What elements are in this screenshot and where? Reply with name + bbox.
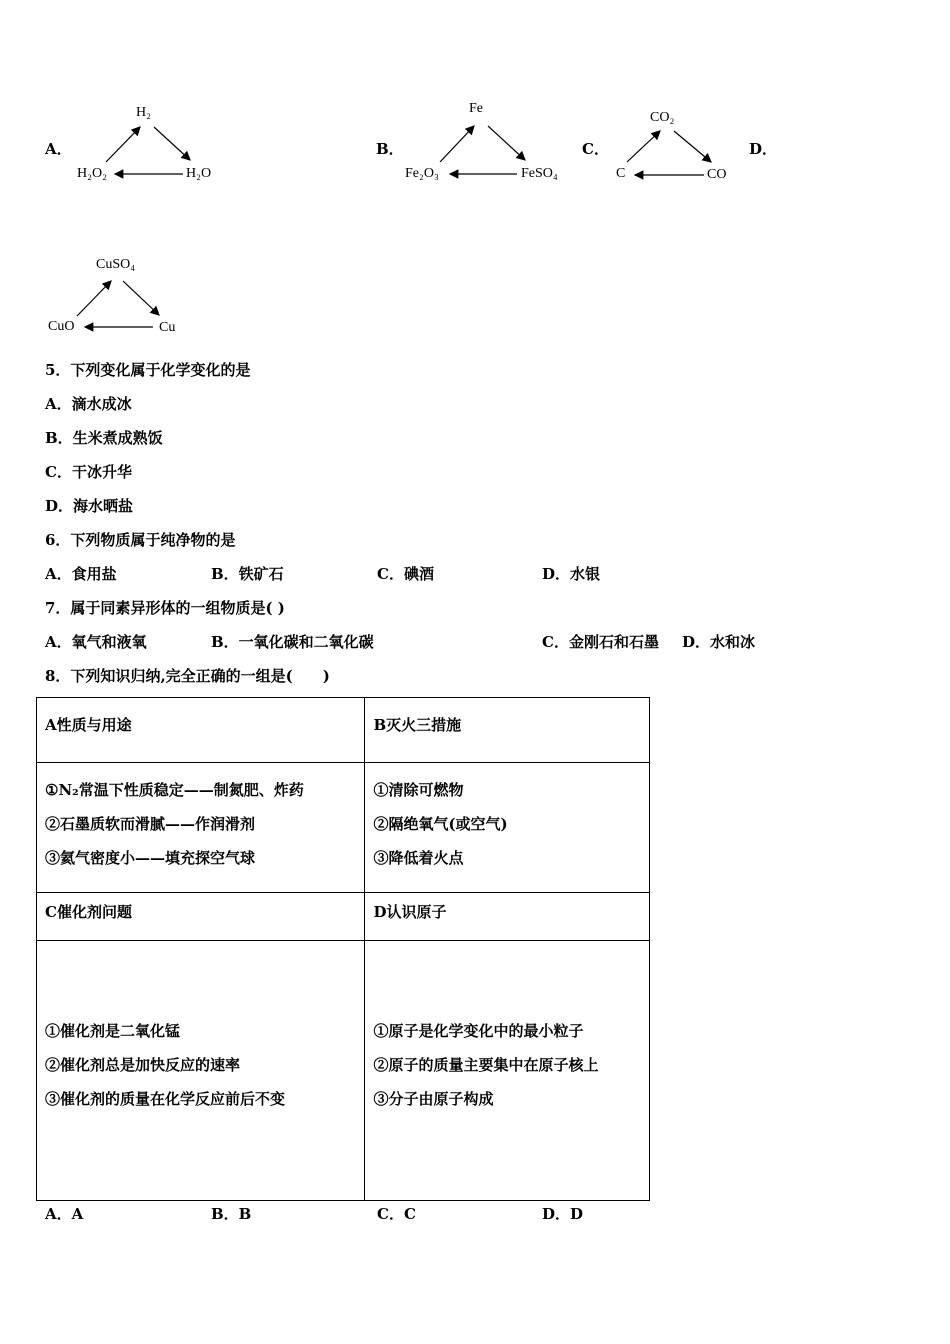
option-b-right: FeSO₄ xyxy=(521,166,558,181)
cell-a-items xyxy=(37,763,365,893)
q8-option-b: B．B xyxy=(211,1205,252,1223)
arrow-d-left-up xyxy=(77,281,111,316)
cell-a-item-3: ③氦气密度小——填充探空气球 xyxy=(45,849,256,867)
cell-a-title: A性质与用途 xyxy=(37,698,365,763)
q8-option-d: D．D xyxy=(542,1205,584,1223)
cell-b-item-3: ③降低着火点 xyxy=(373,849,464,867)
q8-option-c: C．C xyxy=(377,1205,416,1223)
option-a-right: H₂O xyxy=(186,166,212,181)
cell-d-item-1: ①原子是化学变化中的最小粒子 xyxy=(373,1022,584,1040)
q6-option-b: B．铁矿石 xyxy=(211,565,284,583)
q5-option-c: C．干冰升华 xyxy=(45,463,132,481)
cell-b-title: B灭火三措施 xyxy=(365,698,650,763)
q5-option-b: B．生米煮成熟饭 xyxy=(45,429,163,447)
arrow-d-right-down xyxy=(123,281,159,315)
q6-option-c: C．碘酒 xyxy=(377,565,434,583)
arrow-b-right-down xyxy=(488,126,525,160)
q6-stem: 6．下列物质属于纯净物的是 xyxy=(45,531,236,549)
option-d-left: CuO xyxy=(48,319,75,334)
cell-c-items xyxy=(37,941,365,1201)
option-a-top: H₂ xyxy=(136,105,151,120)
q7-option-b: B．一氧化碳和二氧化碳 xyxy=(211,633,374,651)
arrow-b-left-up xyxy=(440,126,474,162)
q8-option-a: A．A xyxy=(45,1205,84,1223)
q6-option-a: A．食用盐 xyxy=(45,565,117,583)
option-d-top: CuSO₄ xyxy=(96,257,136,272)
q7-option-c: C．金刚石和石墨 xyxy=(542,633,659,651)
option-a-left: H₂O₂ xyxy=(77,166,107,181)
cell-b-items xyxy=(365,763,650,893)
q7-option-a: A．氧气和液氧 xyxy=(45,633,147,651)
cell-c-item-3: ③催化剂的质量在化学反应前后不变 xyxy=(45,1090,286,1108)
q8-stem: 8．下列知识归纳,完全正确的一组是( ) xyxy=(45,667,330,685)
cell-d-title: D认识原子 xyxy=(365,893,650,941)
q5-stem: 5．下列变化属于化学变化的是 xyxy=(45,361,251,379)
option-b-top: Fe xyxy=(469,101,483,116)
arrow-c-left-up xyxy=(627,131,660,162)
cell-c-item-2: ②催化剂总是加快反应的速率 xyxy=(45,1056,241,1074)
cell-a-item-2: ②石墨质软而滑腻——作润滑剂 xyxy=(45,815,256,833)
q5-option-a: A．滴水成冰 xyxy=(45,395,132,413)
q7-option-d: D．水和冰 xyxy=(682,633,756,651)
option-d-label: D． xyxy=(749,140,778,158)
q6-option-d: D．水银 xyxy=(542,565,601,583)
q7-stem: 7．属于同素异形体的一组物质是( ) xyxy=(45,599,285,617)
option-b-label: B． xyxy=(376,140,404,158)
option-c-left: C xyxy=(616,166,626,181)
cell-a-item-1: ①N₂常温下性质稳定——制氮肥、炸药 xyxy=(45,781,304,799)
option-c-right: CO xyxy=(707,167,727,182)
option-c-top: CO₂ xyxy=(650,110,675,125)
option-a-label: A． xyxy=(45,140,72,158)
q5-option-d: D．海水晒盐 xyxy=(45,497,134,515)
cell-c-item-1: ①催化剂是二氧化锰 xyxy=(45,1022,181,1040)
arrow-c-right-down xyxy=(674,131,711,162)
option-b-left: Fe₂O₃ xyxy=(405,166,439,181)
arrow-a-right-down xyxy=(154,127,190,160)
option-d-right: Cu xyxy=(159,320,176,335)
option-c-label: C． xyxy=(582,140,609,158)
arrow-a-left-up xyxy=(106,127,140,162)
cell-b-item-1: ①清除可燃物 xyxy=(373,781,464,799)
cell-d-item-2: ②原子的质量主要集中在原子核上 xyxy=(373,1056,599,1074)
cell-d-item-3: ③分子由原子构成 xyxy=(373,1090,494,1108)
cell-b-item-2: ②隔绝氧气(或空气) xyxy=(373,815,508,833)
cell-d-items xyxy=(365,941,650,1201)
knowledge-table xyxy=(36,697,650,1201)
cell-c-title: C催化剂问题 xyxy=(37,893,365,941)
